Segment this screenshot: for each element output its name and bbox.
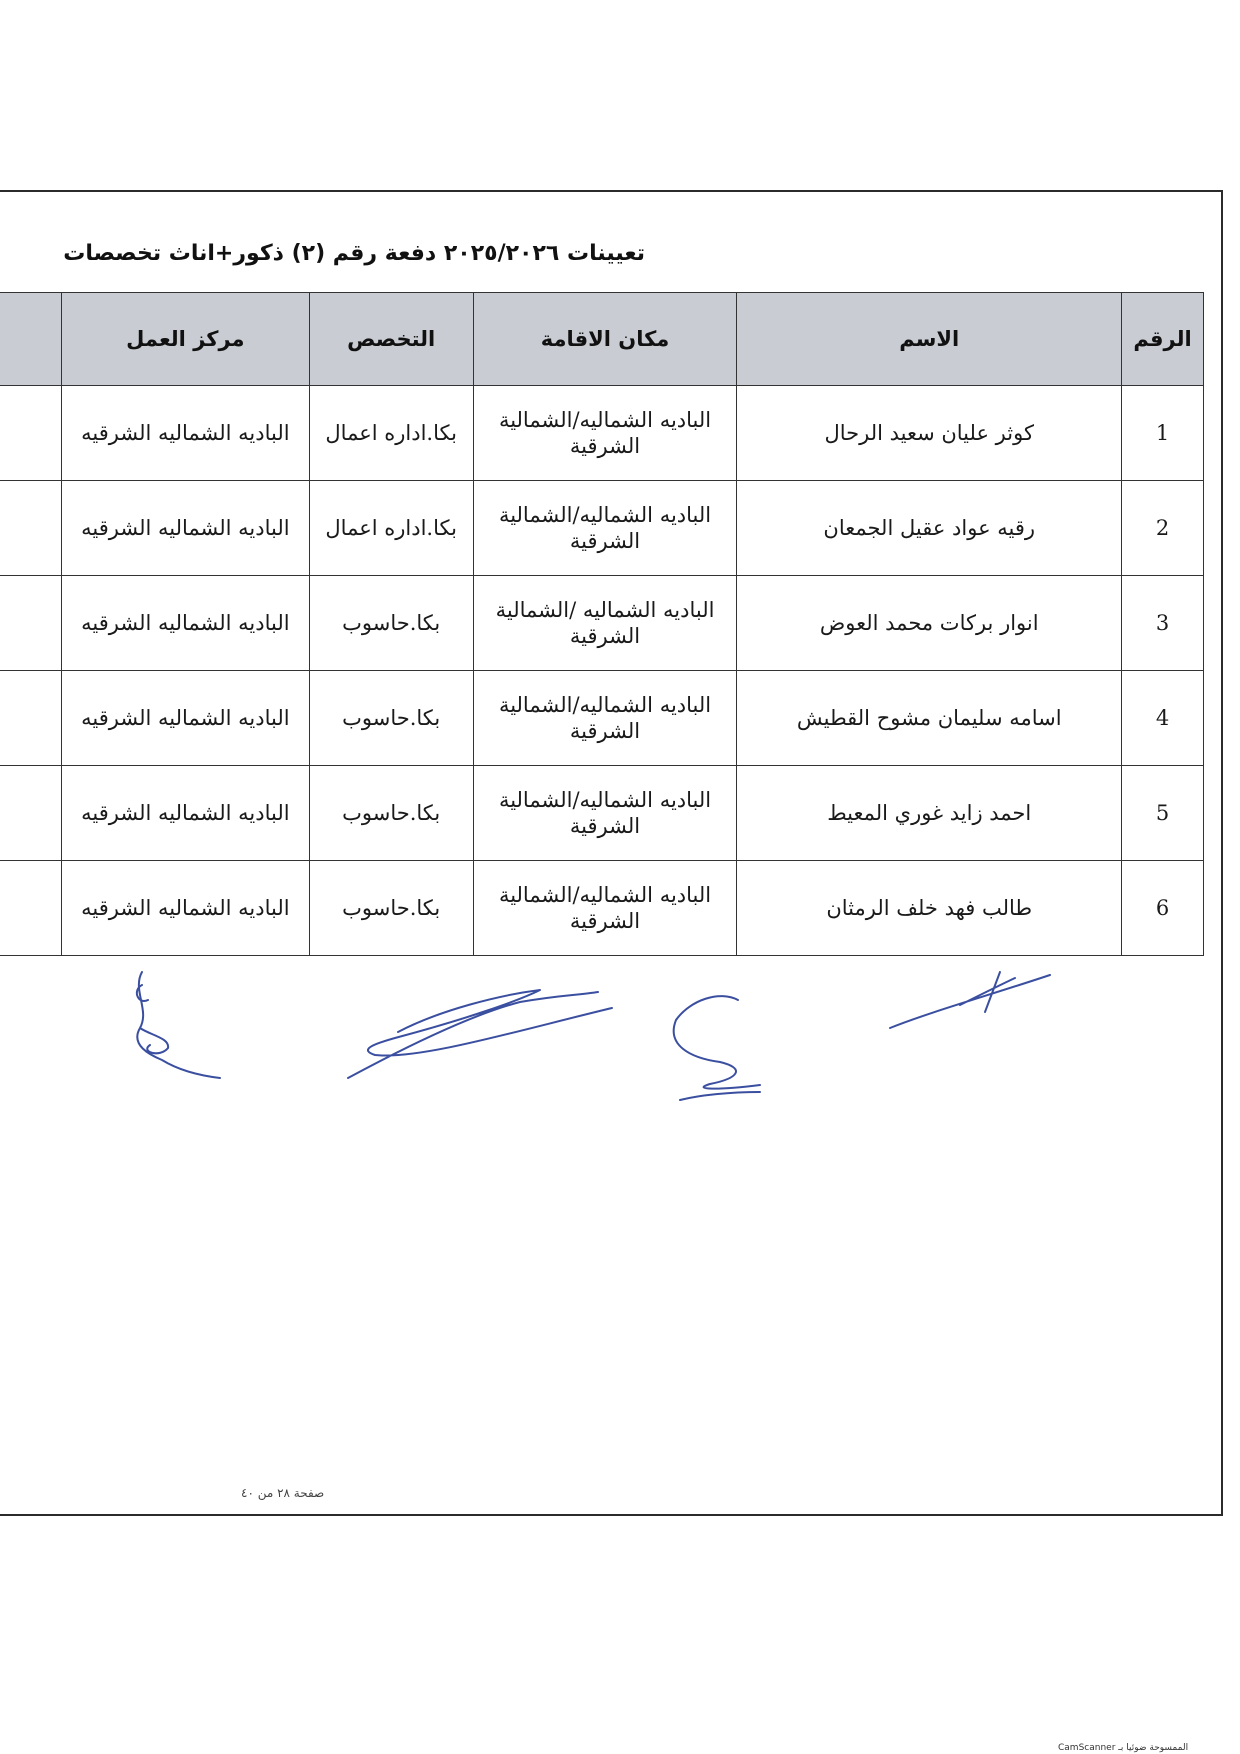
cell-specialization: بكا.حاسوب xyxy=(309,766,473,861)
cell-specialization: بكا.اداره اعمال xyxy=(309,481,473,576)
header-work-center: مركز العمل xyxy=(61,293,309,386)
cell-residence: الباديه الشماليه /الشمالية الشرقية xyxy=(473,576,737,671)
cell-number: 4 xyxy=(1122,671,1204,766)
header-specialization: التخصص xyxy=(309,293,473,386)
cell-work-center: الباديه الشماليه الشرقيه xyxy=(61,671,309,766)
signature-4 xyxy=(890,972,1050,1028)
cell-number: 2 xyxy=(1122,481,1204,576)
signature-3 xyxy=(674,996,760,1100)
cell-residence: الباديه الشماليه/الشمالية الشرقية xyxy=(473,481,737,576)
header-residence: مكان الاقامة xyxy=(473,293,737,386)
cell-specialization: بكا.اداره اعمال xyxy=(309,386,473,481)
cell-residence: الباديه الشماليه/الشمالية الشرقية xyxy=(473,861,737,956)
page-number: صفحة ٢٨ من ٤٠ xyxy=(241,1486,325,1500)
cell-name: طالب فهد خلف الرمثان xyxy=(737,861,1122,956)
cell-specialization: بكا.حاسوب xyxy=(309,861,473,956)
cell-residence: الباديه الشماليه/الشمالية الشرقية xyxy=(473,386,737,481)
cell-specialization: بكا.حاسوب xyxy=(309,576,473,671)
cell-number: 1 xyxy=(1122,386,1204,481)
cell-work-center: الباديه الشماليه الشرقيه xyxy=(61,386,309,481)
cell-name: رقيه عواد عقيل الجمعان xyxy=(737,481,1122,576)
cell-name: انوار بركات محمد العوض xyxy=(737,576,1122,671)
document-title: تعيينات ٢٠٢٥/٢٠٢٦ دفعة رقم (٢) ذكور+اناث تخصصات xyxy=(63,241,645,266)
cell-specialization: بكا.حاسوب xyxy=(309,671,473,766)
cell-number: 6 xyxy=(1122,861,1204,956)
cell-work-center: الباديه الشماليه الشرقيه xyxy=(61,766,309,861)
scanner-watermark: الممسوحة ضوئيا بـ CamScanner xyxy=(1058,1743,1189,1753)
cell-residence: الباديه الشماليه/الشمالية الشرقية xyxy=(473,671,737,766)
cell-work-center: الباديه الشماليه الشرقيه xyxy=(61,576,309,671)
cell-work-center: الباديه الشماليه الشرقيه xyxy=(61,481,309,576)
header-number: الرقم xyxy=(1122,293,1204,386)
cell-work-center: الباديه الشماليه الشرقيه xyxy=(61,861,309,956)
cell-number: 3 xyxy=(1122,576,1204,671)
cell-name: اسامه سليمان مشوح القطيش xyxy=(737,671,1122,766)
cell-number: 5 xyxy=(1122,766,1204,861)
cell-name: احمد زايد غوري المعيط xyxy=(737,766,1122,861)
header-name: الاسم xyxy=(737,293,1122,386)
cell-name: كوثر عليان سعيد الرحال xyxy=(737,386,1122,481)
cell-residence: الباديه الشماليه/الشمالية الشرقية xyxy=(473,766,737,861)
signature-2 xyxy=(348,990,612,1078)
signature-1 xyxy=(137,972,220,1078)
